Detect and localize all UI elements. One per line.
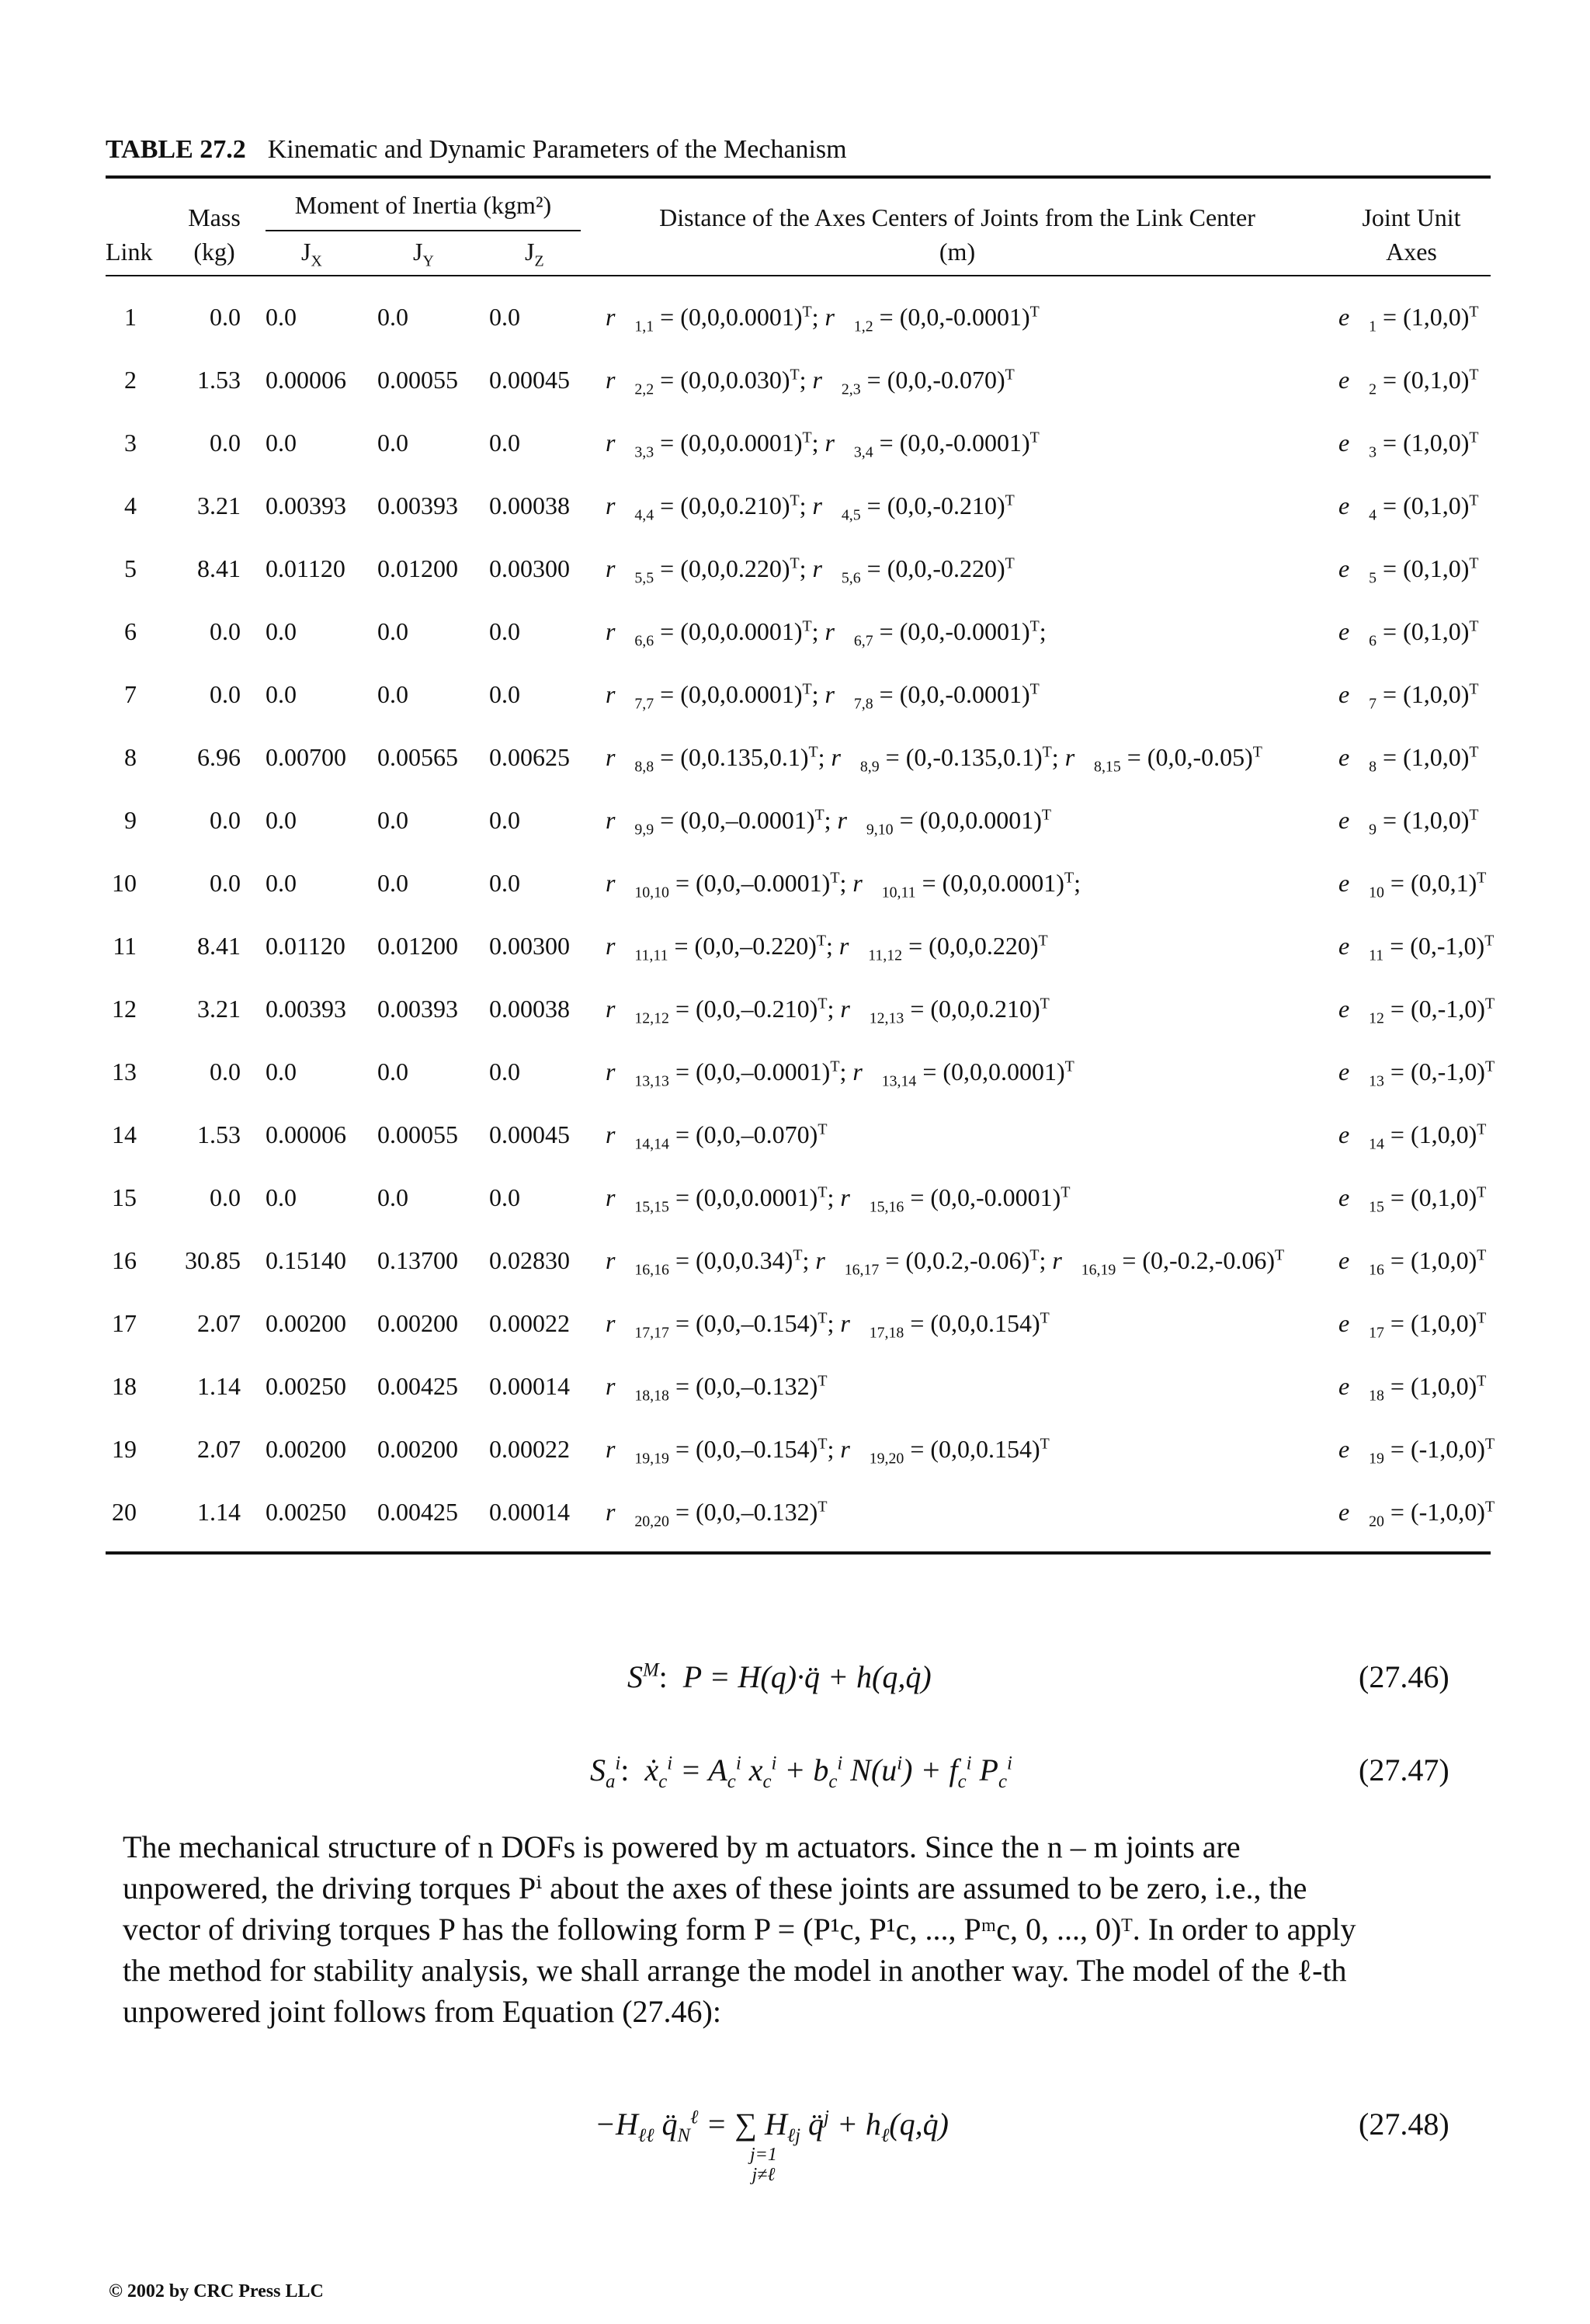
table-cell-jz: 0.00625: [489, 743, 570, 771]
table-cell-jz: 0.00038: [489, 492, 570, 519]
table-cell-distance: $r⃗_{6,6} = (0,0,0.0001)^T$; $r⃗_{6,7} = (0,0,-0.0001)^T$;: [606, 617, 1047, 650]
equation-27-46: $S^M$: P = H(q)·q̈ + h(q,q̇): [627, 1659, 932, 1694]
table-title: Kinematic and Dynamic Parameters of the Mechanism: [267, 135, 847, 164]
table-cell-jy: 0.0: [377, 806, 408, 834]
table-cell-jy: 0.01200: [377, 554, 458, 582]
table-cell-joint-axis: $e⃗_7 = (1,0,0)^T$: [1338, 680, 1479, 713]
table-cell-mass: 30.85: [185, 1246, 241, 1274]
table-cell-distance: $r⃗_{17,17} = (0,0,-0.154)^T$; $r⃗_{17,18} = (0,0,0.154)^T$: [606, 1309, 1050, 1342]
table-cell-mass: 0.0: [210, 806, 241, 834]
table-cell-mass: 1.14: [197, 1372, 241, 1400]
table-cell-jy: 0.00055: [377, 1120, 458, 1148]
table-cell-mass: 0.0: [210, 1183, 241, 1211]
table-cell-jx: 0.00700: [266, 743, 346, 771]
table-cell-distance: $r⃗_{18,18} = (0,0,-0.132)^T$: [606, 1372, 828, 1405]
table-cell-jz: 0.0: [489, 680, 520, 708]
table-cell-mass: 6.96: [197, 743, 241, 771]
table-cell-jz: 0.00014: [489, 1372, 570, 1400]
table-cell-jy: 0.0: [377, 869, 408, 897]
table-cell-jz: 0.0: [489, 806, 520, 834]
table-cell-jx: 0.00393: [266, 995, 346, 1023]
table-cell-mass: 0.0: [210, 303, 241, 331]
table-cell-jz: 0.00038: [489, 995, 570, 1023]
equation-27-48-sum-limits: j=1 j≠ℓ: [750, 2145, 777, 2185]
table-cell-joint-axis: $e⃗_{14} = (1,0,0)^T$: [1338, 1120, 1487, 1153]
header-jx: $J_X$: [301, 238, 322, 270]
copyright-footer: © 2002 by CRC Press LLC: [109, 2281, 324, 2301]
table-cell-joint-axis: $e⃗_{10} = (0,0,1)^T$: [1338, 869, 1487, 901]
table-cell-jy: 0.00425: [377, 1372, 458, 1400]
table-cell-mass: 0.0: [210, 429, 241, 457]
header-distance-line2: (m): [939, 238, 976, 266]
table-cell-joint-axis: $e⃗_5 = (0,1,0)^T$: [1338, 554, 1479, 587]
table-cell-jz: 0.00300: [489, 554, 570, 582]
table-cell-distance: $r⃗_{13,13} = (0,0,-0.0001)^T$; $r⃗_{13,14} = (0,0,0.0001)^T$: [606, 1058, 1074, 1090]
table-cell-link: 5: [124, 554, 137, 582]
table-top-rule: [106, 175, 1491, 179]
table-cell-jx: 0.15140: [266, 1246, 346, 1274]
table-cell-jz: 0.0: [489, 1183, 520, 1211]
header-distance-line1: Distance of the Axes Centers of Joints from the Link Center: [659, 203, 1255, 231]
table-cell-jy: 0.00200: [377, 1435, 458, 1463]
table-cell-link: 9: [124, 806, 137, 834]
table-cell-link: 16: [112, 1246, 137, 1274]
table-cell-distance: $r⃗_{16,16} = (0,0,0.34)^T$; $r⃗_{16,17} = (0,0.2,-0.06)^T$; $r⃗_{16,19} = (0,-0.2,-0.06)^T$: [606, 1246, 1285, 1279]
table-number: TABLE 27.2: [106, 135, 246, 164]
table-cell-jx: 0.0: [266, 1183, 297, 1211]
table-cell-link: 13: [112, 1058, 137, 1086]
table-cell-jx: 0.00200: [266, 1309, 346, 1337]
table-cell-mass: 0.0: [210, 680, 241, 708]
table-cell-link: 8: [124, 743, 137, 771]
equation-27-46-number: (27.46): [1359, 1659, 1449, 1694]
table-cell-jz: 0.00014: [489, 1498, 570, 1526]
table-header-rule: [106, 275, 1491, 276]
table-cell-jx: 0.0: [266, 617, 297, 645]
table-cell-joint-axis: $e⃗_3 = (1,0,0)^T$: [1338, 429, 1479, 461]
table-cell-jx: 0.00006: [266, 1120, 346, 1148]
table-cell-jx: 0.00250: [266, 1498, 346, 1526]
table-cell-mass: 0.0: [210, 617, 241, 645]
table-cell-jy: 0.0: [377, 429, 408, 457]
table-cell-link: 11: [113, 932, 137, 960]
table-cell-joint-axis: $e⃗_{16} = (1,0,0)^T$: [1338, 1246, 1487, 1279]
equation-27-47-number: (27.47): [1359, 1753, 1449, 1787]
header-mass-line2: (kg): [193, 238, 235, 266]
table-cell-distance: $r⃗_{1,1} = (0,0,0.0001)^T$; $r⃗_{1,2} = (0,0,-0.0001)^T$: [606, 303, 1040, 335]
table-cell-distance: $r⃗_{11,11} = (0,0,-0.220)^T$; $r⃗_{11,12} = (0,0,0.220)^T$: [606, 932, 1048, 964]
table-cell-jy: 0.13700: [377, 1246, 458, 1274]
table-cell-mass: 3.21: [197, 492, 241, 519]
header-link: Link: [106, 238, 153, 266]
table-cell-distance: $r⃗_{20,20} = (0,0,-0.132)^T$: [606, 1498, 828, 1530]
table-cell-joint-axis: $e⃗_{17} = (1,0,0)^T$: [1338, 1309, 1487, 1342]
table-cell-jz: 0.00045: [489, 366, 570, 394]
table-cell-jy: 0.01200: [377, 932, 458, 960]
table-cell-jy: 0.00393: [377, 995, 458, 1023]
header-jy: $J_Y$: [413, 238, 434, 270]
table-cell-distance: $r⃗_{3,3} = (0,0,0.0001)^T$; $r⃗_{3,4} = (0,0,-0.0001)^T$: [606, 429, 1040, 461]
table-cell-joint-axis: $e⃗_{20} = (-1,0,0)^T$: [1338, 1498, 1495, 1530]
table-cell-joint-axis: $e⃗_{11} = (0,-1,0)^T$: [1338, 932, 1495, 964]
table-cell-jy: 0.00055: [377, 366, 458, 394]
table-cell-mass: 8.41: [197, 554, 241, 582]
table-cell-link: 12: [112, 995, 137, 1023]
table-cell-jx: 0.00250: [266, 1372, 346, 1400]
table-cell-mass: 1.53: [197, 1120, 241, 1148]
table-cell-jz: 0.00045: [489, 1120, 570, 1148]
table-cell-distance: $r⃗_{4,4} = (0,0,0.210)^T$; $r⃗_{4,5} = (0,0,-0.210)^T$: [606, 492, 1015, 524]
table-cell-mass: 1.53: [197, 366, 241, 394]
table-cell-jx: 0.0: [266, 806, 297, 834]
table-cell-jx: 0.0: [266, 1058, 297, 1086]
header-axes-line1: Joint Unit: [1362, 203, 1461, 231]
header-mass-line1: Mass: [188, 203, 241, 231]
table-cell-joint-axis: $e⃗_{12} = (0,-1,0)^T$: [1338, 995, 1495, 1027]
table-cell-link: 4: [124, 492, 137, 519]
table-cell-joint-axis: $e⃗_{13} = (0,-1,0)^T$: [1338, 1058, 1495, 1090]
table-cell-distance: $r⃗_{8,8} = (0,0.135,0.1)^T$; $r⃗_{8,9} = (0,-0.135,0.1)^T$; $r⃗_{8,15} = (0,0,-0.05)^T$: [606, 743, 1262, 776]
table-cell-jz: 0.0: [489, 303, 520, 331]
table-cell-jy: 0.00200: [377, 1309, 458, 1337]
table-cell-jy: 0.0: [377, 1058, 408, 1086]
header-moi-underline: [266, 230, 581, 231]
table-cell-joint-axis: $e⃗_{19} = (-1,0,0)^T$: [1338, 1435, 1495, 1468]
table-cell-mass: 0.0: [210, 1058, 241, 1086]
table-cell-jz: 0.00022: [489, 1309, 570, 1337]
paragraph-line-2: unpowered, the driving torques Pⁱ about the axes of these joints are assumed to be zero, i.e., the: [123, 1871, 1307, 1905]
table-cell-link: 17: [112, 1309, 137, 1337]
table-caption: [106, 135, 847, 165]
table-cell-joint-axis: $e⃗_1 = (1,0,0)^T$: [1338, 303, 1479, 335]
paragraph-line-4: the method for stability analysis, we shall arrange the model in another way. The model of the ℓ-th: [123, 1953, 1347, 1988]
header-jz: $J_Z$: [525, 238, 544, 270]
equation-27-48: $-H_{\ell\ell}$ $q̈_N^\ell$ = ∑ $H_{\ell j}$ q̈$^j$ + $h_\ell(q,q̇)$: [595, 2107, 949, 2146]
table-cell-link: 14: [112, 1120, 137, 1148]
table-cell-jx: 0.00200: [266, 1435, 346, 1463]
table-cell-jx: 0.00006: [266, 366, 346, 394]
table-cell-joint-axis: $e⃗_{15} = (0,1,0)^T$: [1338, 1183, 1487, 1216]
table-cell-jz: 0.0: [489, 429, 520, 457]
table-cell-jx: 0.0: [266, 680, 297, 708]
table-cell-jy: 0.00393: [377, 492, 458, 519]
paragraph-line-5: unpowered joint follows from Equation (27.46):: [123, 1994, 721, 2029]
table-cell-distance: $r⃗_{5,5} = (0,0,0.220)^T$; $r⃗_{5,6} = (0,0,-0.220)^T$: [606, 554, 1015, 587]
body-paragraph: [123, 1826, 1474, 2032]
table-cell-joint-axis: $e⃗_6 = (0,1,0)^T$: [1338, 617, 1479, 650]
table-cell-jx: 0.01120: [266, 554, 345, 582]
table-cell-distance: $r⃗_{15,15} = (0,0,0.0001)^T$; $r⃗_{15,16} = (0,0,-0.0001)^T$: [606, 1183, 1071, 1216]
table-cell-jy: 0.00425: [377, 1498, 458, 1526]
table-cell-jy: 0.0: [377, 617, 408, 645]
equation-27-47: $S_a^i$: ẋ$_c^i$ = $A_c^i$ $x_c^i + b_c^i$ $N(u^i) + f_c^i$ $P_c^i$: [590, 1753, 1012, 1792]
table-cell-jx: 0.01120: [266, 932, 345, 960]
table-cell-jx: 0.0: [266, 429, 297, 457]
paragraph-line-3: vector of driving torques P has the following form P = (P¹c, P¹c, ..., Pᵐc, 0, ..., 0)ᵀ. In order to apply: [123, 1912, 1356, 1947]
table-cell-link: 10: [112, 869, 137, 897]
table-cell-jz: 0.02830: [489, 1246, 570, 1274]
paragraph-line-1: The mechanical structure of n DOFs is powered by m actuators. Since the n – m joints are: [123, 1829, 1241, 1864]
table-cell-distance: $r⃗_{7,7} = (0,0,0.0001)^T$; $r⃗_{7,8} = (0,0,-0.0001)^T$: [606, 680, 1040, 713]
table-cell-jy: 0.0: [377, 303, 408, 331]
table-cell-jz: 0.00300: [489, 932, 570, 960]
table-cell-link: 3: [124, 429, 137, 457]
header-axes-line2: Axes: [1386, 238, 1437, 266]
table-cell-joint-axis: $e⃗_9 = (1,0,0)^T$: [1338, 806, 1479, 839]
table-cell-jz: 0.00022: [489, 1435, 570, 1463]
table-cell-distance: $r⃗_{9,9} = (0,0,-0.0001)^T$; $r⃗_{9,10} = (0,0,0.0001)^T$: [606, 806, 1052, 839]
table-cell-link: 7: [124, 680, 137, 708]
table-cell-mass: 2.07: [197, 1435, 241, 1463]
table-cell-jx: 0.00393: [266, 492, 346, 519]
table-cell-link: 20: [112, 1498, 137, 1526]
table-cell-mass: 2.07: [197, 1309, 241, 1337]
table-cell-mass: 0.0: [210, 869, 241, 897]
table-cell-jy: 0.0: [377, 680, 408, 708]
table-cell-joint-axis: $e⃗_4 = (0,1,0)^T$: [1338, 492, 1479, 524]
table-cell-mass: 3.21: [197, 995, 241, 1023]
table-cell-joint-axis: $e⃗_8 = (1,0,0)^T$: [1338, 743, 1479, 776]
table-cell-link: 18: [112, 1372, 137, 1400]
table-cell-link: 6: [124, 617, 137, 645]
header-moment-of-inertia: Moment of Inertia (kgm²): [294, 191, 552, 219]
table-cell-link: 15: [112, 1183, 137, 1211]
table-cell-jz: 0.0: [489, 617, 520, 645]
table-cell-mass: 8.41: [197, 932, 241, 960]
table-cell-distance: $r⃗_{2,2} = (0,0,0.030)^T$; $r⃗_{2,3} = (0,0,-0.070)^T$: [606, 366, 1015, 398]
table-cell-jz: 0.0: [489, 1058, 520, 1086]
table-cell-distance: $r⃗_{14,14} = (0,0,-0.070)^T$: [606, 1120, 828, 1153]
equation-27-48-number: (27.48): [1359, 2107, 1449, 2142]
table-cell-jy: 0.0: [377, 1183, 408, 1211]
table-cell-link: 1: [124, 303, 137, 331]
table-cell-joint-axis: $e⃗_2 = (0,1,0)^T$: [1338, 366, 1479, 398]
table-cell-jx: 0.0: [266, 303, 297, 331]
table-cell-mass: 1.14: [197, 1498, 241, 1526]
table-cell-link: 19: [112, 1435, 137, 1463]
table-cell-link: 2: [124, 366, 137, 394]
table-cell-distance: $r⃗_{10,10} = (0,0,-0.0001)^T$; $r⃗_{10,11} = (0,0,0.0001)^T$;: [606, 869, 1081, 901]
table-cell-joint-axis: $e⃗_{18} = (1,0,0)^T$: [1338, 1372, 1487, 1405]
table-cell-jx: 0.0: [266, 869, 297, 897]
table-cell-distance: $r⃗_{19,19} = (0,0,-0.154)^T$; $r⃗_{19,20} = (0,0,0.154)^T$: [606, 1435, 1050, 1468]
table-cell-jy: 0.00565: [377, 743, 458, 771]
table-cell-jz: 0.0: [489, 869, 520, 897]
table-bottom-rule: [106, 1551, 1491, 1555]
table-cell-distance: $r⃗_{12,12} = (0,0,-0.210)^T$; $r⃗_{12,13} = (0,0,0.210)^T$: [606, 995, 1050, 1027]
